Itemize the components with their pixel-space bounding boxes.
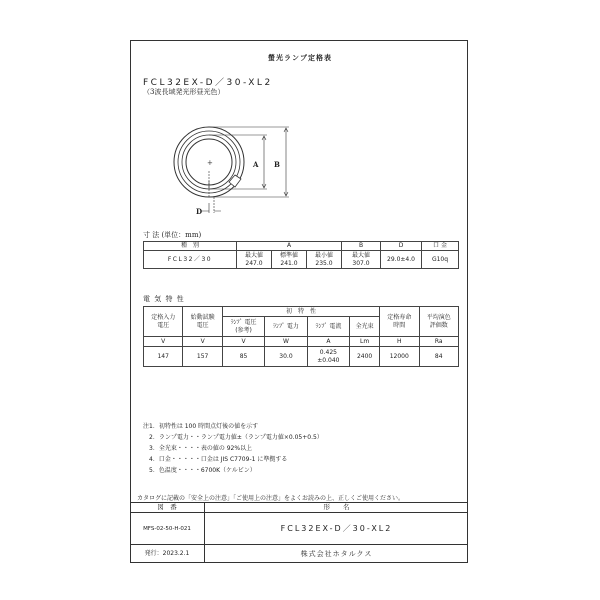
value-rated-life: 12000 (380, 347, 419, 367)
unit-cell: A (307, 337, 349, 347)
note-item: 2．ランプ電力・・ランプ電力値±（ランプ電力値×0.05+0.5） (143, 434, 323, 441)
a-max-value: 247.0 (245, 259, 263, 267)
unit-cell: V (222, 337, 264, 347)
a-std-cell (272, 251, 307, 269)
issued-date: 発行：2023.2.1 (130, 545, 205, 563)
notes (143, 421, 323, 476)
header-rated-life-line2: 時間 (393, 321, 406, 329)
lamp-diagram (131, 41, 469, 231)
header-rated-input-line1: 定格入力 (151, 313, 176, 321)
header-cri-line1: 平均演色 (426, 313, 451, 321)
electrical-table (143, 306, 459, 367)
unit-cell: V (183, 337, 222, 347)
note-item: 3．全光束・・・・表の値の 92%以上 (143, 445, 253, 452)
unit-cell: W (265, 337, 307, 347)
dimensions-section-title: 寸 法 (単位：mm) (143, 231, 202, 239)
b-max-label: 最大値 (351, 251, 370, 259)
company-name: 株式会社ホタルクス (300, 550, 373, 558)
catalog-note: カタログに記載の「安全上の注意」「ご使用上の注意」をよくお読みの上、正しくご使用ください。 (137, 495, 405, 502)
a-min-value: 235.0 (315, 259, 333, 267)
note-item: 4．口金・・・・・口金は JIS C7709-1 に準拠する (143, 456, 288, 463)
d-value: 29.0±4.0 (381, 251, 422, 269)
value-lamp-current: 0.425 (319, 348, 337, 356)
a-std-label: 標準値 (279, 251, 298, 259)
unit-cell: Ra (419, 337, 459, 347)
header-d: D (381, 242, 422, 251)
value-lamp-current-cell (307, 347, 349, 367)
model-name: FCL32EX-D／30-XL2 (143, 78, 273, 88)
note-item: 注1．初特性は 100 時間点灯後の値を示す (143, 423, 259, 430)
header-cri (419, 307, 459, 337)
row-type: FCL32／30 (144, 251, 237, 269)
header-luminous-flux: 全光束 (350, 317, 380, 337)
header-lamp-voltage-line1: ﾗﾝﾌﾟ 電圧 (230, 318, 257, 326)
header-lamp-power: ﾗﾝﾌﾟ 電力 (265, 317, 307, 337)
spec-sheet (130, 40, 468, 563)
value-rated-input: 147 (144, 347, 183, 367)
unit-cell: Lm (350, 337, 380, 347)
header-cri-line2: 評価数 (429, 321, 448, 329)
header-b: B (342, 242, 381, 251)
drawing-no: MFS-02-50-H-021 (130, 513, 205, 545)
a-max-label: 最大値 (244, 251, 263, 259)
name-label: 形 名 (205, 502, 468, 513)
header-start-test-line1: 始動試験 (190, 313, 215, 321)
a-max-cell (237, 251, 272, 269)
value-cri: 84 (419, 347, 459, 367)
header-initial: 初 特 性 (222, 307, 379, 317)
b-max-cell (342, 251, 381, 269)
header-rated-life-line1: 定格寿命 (387, 313, 412, 321)
document-title: 螢光ランプ定格表 (268, 53, 332, 62)
header-a: A (237, 242, 342, 251)
unit-cell: H (380, 337, 419, 347)
a-min-cell (307, 251, 342, 269)
value-lamp-voltage: 85 (222, 347, 264, 367)
a-std-value: 241.0 (280, 259, 298, 267)
dimensions-table (143, 241, 459, 269)
header-type: 種 別 (144, 242, 237, 251)
value-lamp-current-tolerance: ±0.040 (317, 356, 340, 364)
header-start-test (183, 307, 222, 337)
svg-text:+: + (207, 159, 213, 167)
header-lamp-voltage (222, 317, 264, 337)
dimension-a-label: A (253, 160, 259, 169)
header-lamp-current: ﾗﾝﾌﾟ 電流 (307, 317, 349, 337)
product-name: FCL32EX-D／30-XL2 (205, 513, 468, 545)
header-rated-input-line2: 電圧 (157, 321, 170, 329)
dimension-d-label: D (196, 207, 203, 216)
electrical-section-title: 電 気 特 性 (143, 295, 185, 303)
model-subtitle: （3波長域発光形昼光色） (143, 88, 225, 96)
title-block (130, 502, 468, 563)
header-rated-life (380, 307, 419, 337)
b-max-value: 307.0 (352, 259, 370, 267)
header-rated-input (144, 307, 183, 337)
unit-cell: V (144, 337, 183, 347)
value-start-test: 157 (183, 347, 222, 367)
header-lamp-voltage-line2: (参考) (235, 326, 252, 334)
a-min-label: 最小値 (314, 251, 333, 259)
note-item: 5．色温度・・・・6700K（ケルビン） (143, 467, 256, 474)
header-base: 口 金 (422, 242, 459, 251)
value-lamp-power: 30.0 (265, 347, 307, 367)
value-luminous-flux: 2400 (350, 347, 380, 367)
header-start-test-line2: 電圧 (196, 321, 209, 329)
drawing-no-label: 図 番 (130, 502, 205, 513)
dimension-b-label: B (274, 160, 280, 169)
base-value: G10q (422, 251, 459, 269)
